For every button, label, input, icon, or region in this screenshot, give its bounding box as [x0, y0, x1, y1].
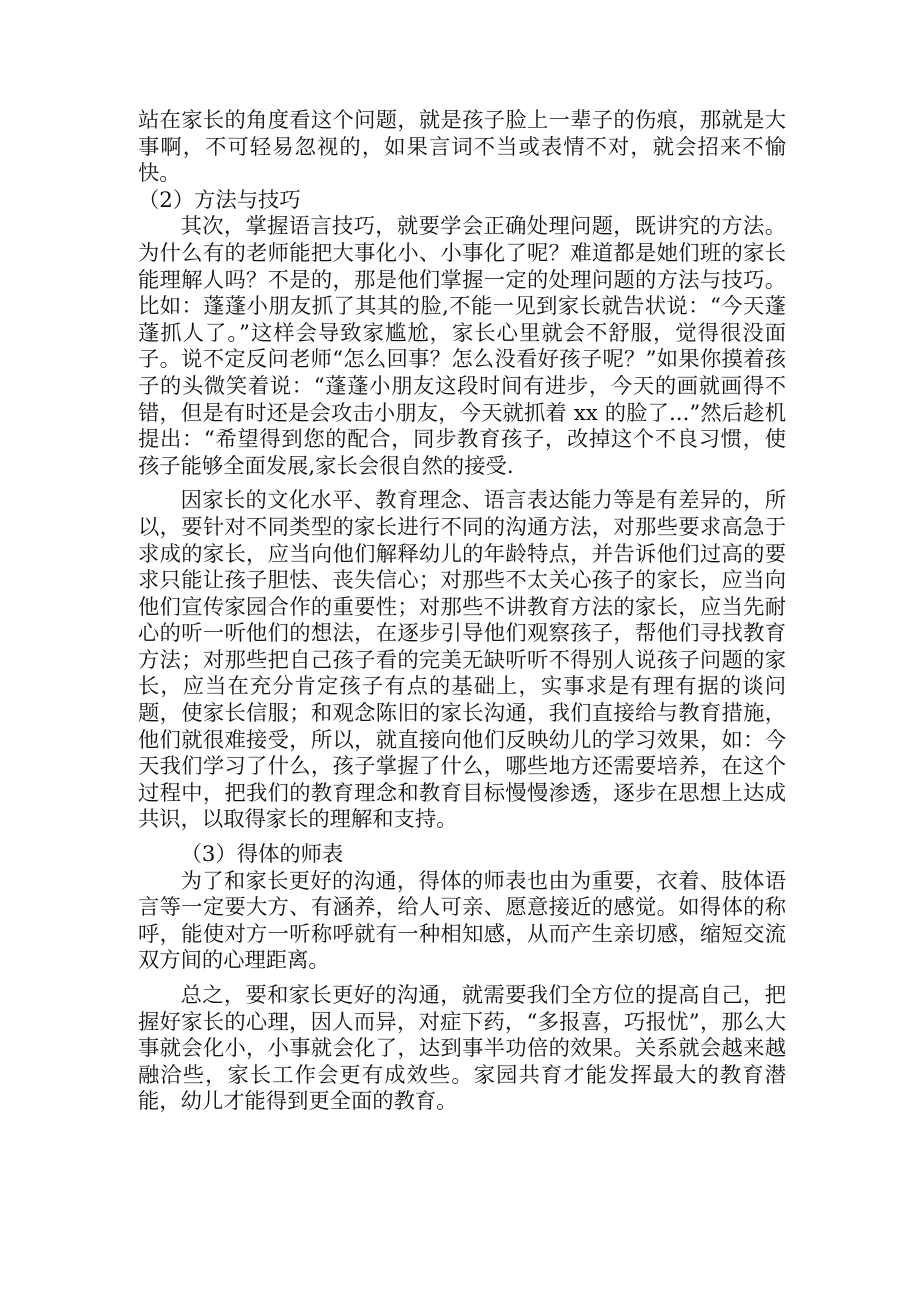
- paragraph-language-skills: 其次，掌握语言技巧，就要学会正确处理问题，既讲究的方法。为什么有的老师能把大事化小、小事化了呢？难道都是她们班的家长能理解人吗？不是的，那是他们掌握一定的处理问题的方法与技巧。比如：蓬蓬小朋友抓了其其的脸,不能一见到家长就告状说：“今天蓬蓬抓人了。”这样会导致家尴尬，家长心里就会不舒服，觉得很没面子。说不定反问老师“怎么回事？怎么没看好孩子呢？”如果你摸着孩子的头微笑着说：“蓬蓬小朋友这段时间有进步，今天的画就画得不错，但是有时还是会攻击小朋友，今天就抓着 xx 的脸了...”然后趁机提出：“希望得到您的配合，同步教育孩子，改掉这个不良习惯，使孩子能够全面发展,家长会很自然的接受.: [138, 214, 786, 479]
- section-heading-methods: （2）方法与技巧: [138, 187, 301, 213]
- section-heading-appearance: （3）得体的师表: [180, 842, 344, 868]
- paragraph-conclusion: 总之，要和家长更好的沟通，就需要我们全方位的提高自己，把握好家长的心理，因人而异，对症下药，“多报喜，巧报忧”，那么大事就会化小，小事就会化了，达到事半功倍的效果。关系就会越来越融洽些，家长工作会更有成效些。家园共育才能发挥最大的教育潜能，幼儿才能得到更全面的教育。: [138, 983, 786, 1115]
- paragraph-parent-types: 因家长的文化水平、教育理念、语言表达能力等是有差异的，所以，要针对不同类型的家长进行不同的沟通方法，对那些要求高急于求成的家长，应当向他们解释幼儿的年龄特点，并告诉他们过高的要求只能让孩子胆怯、丧失信心；对那些不太关心孩子的家长，应当向他们宣传家园合作的重要性；对那些不讲教育方法的家长，应当先耐心的听一听他们的想法，在逐步引导他们观察孩子，帮他们寻找教育方法；对那些把自己孩子看的完美无缺听听不得别人说孩子问题的家长，应当在充分肯定孩子有点的基础上，实事求是有理有据的谈问题，使家长信服；和观念陈旧的家长沟通，我们直接给与教育措施，他们就很难接受，所以，就直接向他们反映幼儿的学习效果，如：今天我们学习了什么，孩子掌握了什么，哪些地方还需要培养，在这个过程中，把我们的教育理念和教育目标慢慢渗透，逐步在思想上达成共识，以取得家长的理解和支持。: [138, 488, 786, 833]
- paragraph-continued: 站在家长的角度看这个问题，就是孩子脸上一辈子的伤痕，那就是大事啊，不可轻易忽视的，如果言词不当或表情不对，就会招来不愉快。: [138, 108, 786, 187]
- paragraph-appearance: 为了和家长更好的沟通，得体的师表也由为重要，衣着、肢体语言等一定要大方、有涵养，给人可亲、愿意接近的感觉。如得体的称呼，能使对方一听称呼就有一种相知感，从而产生亲切感，缩短交流双方间的心理距离。: [138, 868, 786, 974]
- document-page: [138, 108, 786, 1116]
